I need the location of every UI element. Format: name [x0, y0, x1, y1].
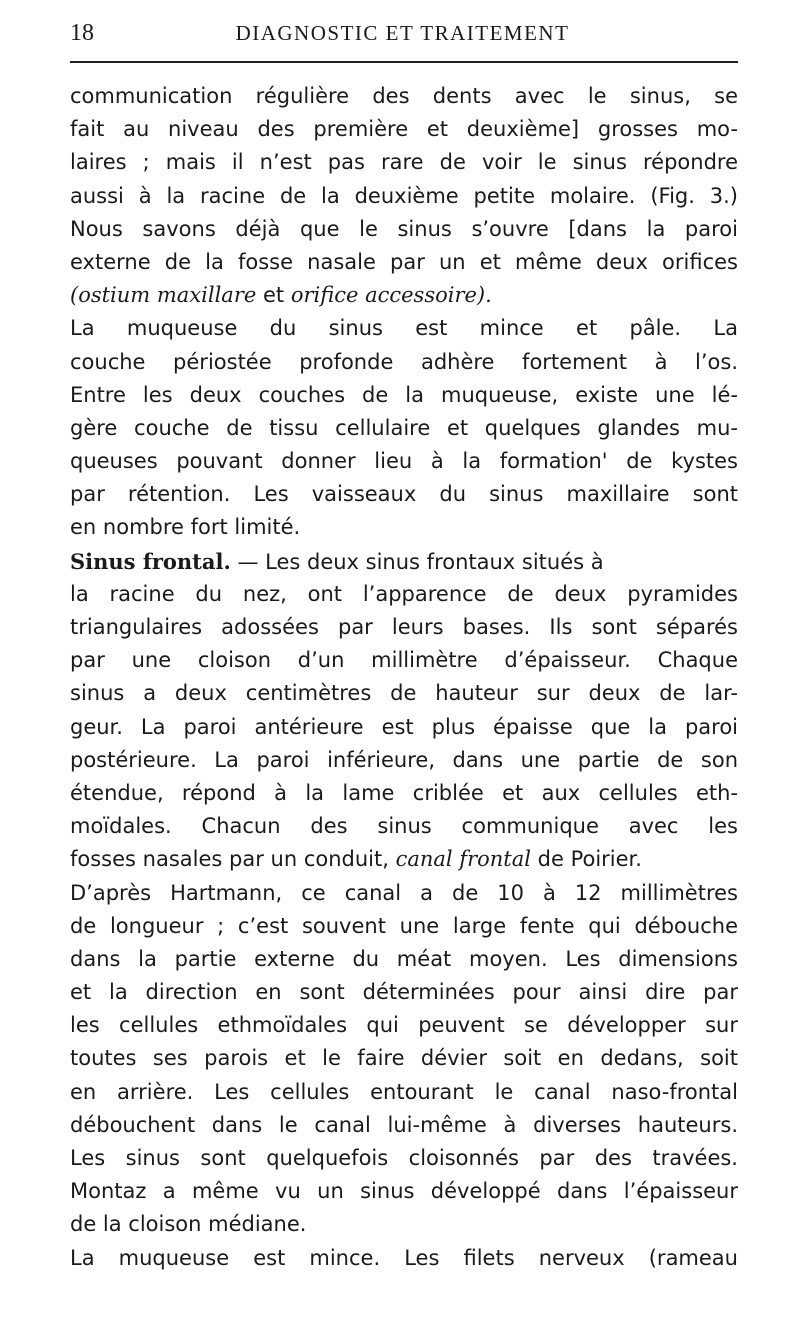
italic-term: canal frontal	[395, 847, 531, 872]
text-line: par une cloison d’un millimètre d’épaisseur. Chaque	[70, 648, 738, 673]
text-line: dans la partie externe du méat moyen. Les dimensions	[70, 946, 738, 971]
text-fragment: — Les deux sinus frontaux situés à	[230, 549, 604, 574]
text-line: débouchent dans le canal lui-même à diverses hauteurs.	[70, 1112, 738, 1137]
text-line: en arrière. Les cellules entourant le canal naso-frontal	[70, 1079, 738, 1104]
text-line: La muqueuse du sinus est mince et pâle. La	[70, 316, 738, 341]
text-fragment: fosses nasales par un conduit,	[70, 847, 396, 872]
text-line: postérieure. La paroi inférieure, dans une partie de son	[70, 747, 738, 772]
text-line: gère couche de tissu cellulaire et quelques glandes mu-	[70, 415, 738, 440]
text-line: et la direction en sont déterminées pour ainsi dire par	[70, 980, 738, 1005]
text-line: de longueur ; c’est souvent une large fente qui débouche	[70, 913, 738, 938]
text-line: toutes ses parois et le faire dévier soit en dedans, soit	[70, 1046, 738, 1071]
italic-term: (ostium maxillare	[70, 283, 257, 308]
text-line: en nombre fort limité.	[70, 515, 301, 540]
text-line: queuses pouvant donner lieu à la formation' de kystes	[70, 449, 738, 474]
text-line: Nous savons déjà que le sinus s’ouvre [dans la paroi	[70, 216, 738, 241]
text-line: D’après Hartmann, ce canal a de 10 à 12 millimètres	[70, 880, 738, 905]
text-line: externe de la fosse nasale par un et même deux orifices	[70, 249, 738, 274]
text-line: de la cloison médiane.	[70, 1212, 307, 1237]
body-text	[70, 80, 738, 1275]
text-line: La muqueuse est mince. Les filets nerveux (rameau	[70, 1245, 738, 1270]
running-head	[70, 18, 735, 52]
text-line	[70, 279, 738, 312]
italic-term: orifice accessoire).	[290, 283, 492, 308]
text-line: geur. La paroi antérieure est plus épaisse que la paroi	[70, 714, 738, 739]
text-line: laires ; mais il n’est pas rare de voir le sinus répondre	[70, 150, 738, 175]
text-line: Montaz a même vu un sinus développé dans l’épaisseur	[70, 1179, 738, 1204]
text-line: fait au niveau des première et deuxième] grosses mo-	[70, 117, 738, 142]
page-number: 18	[70, 20, 94, 46]
text-line	[70, 843, 738, 876]
section-heading: Sinus frontal.	[70, 548, 231, 574]
text-line: par rétention. Les vaisseaux du sinus maxillaire sont	[70, 482, 738, 507]
text-line: aussi à la racine de la deuxième petite molaire. (Fig. 3.)	[70, 183, 738, 208]
text-fragment: et	[256, 283, 291, 308]
text-fragment: de Poirier.	[530, 847, 642, 872]
text-line: triangulaires adossées par leurs bases. Ils sont séparés	[70, 615, 738, 639]
text-line: la racine du nez, ont l’apparence de deux pyramides	[70, 581, 738, 606]
text-line: Les sinus sont quelquefois cloisonnés par des travées.	[70, 1146, 738, 1170]
text-line	[70, 545, 738, 578]
running-title: DIAGNOSTIC ET TRAITEMENT	[235, 21, 570, 45]
text-line: étendue, répond à la lame criblée et aux cellules eth-	[70, 780, 738, 805]
header-rule	[70, 61, 738, 63]
text-line: Entre les deux couches de la muqueuse, existe une lé-	[70, 382, 738, 407]
text-line: moïdales. Chacun des sinus communique avec les	[70, 814, 738, 839]
text-line: communication régulière des dents avec le sinus, se	[70, 84, 738, 108]
text-line: les cellules ethmoïdales qui peuvent se développer sur	[70, 1013, 738, 1038]
text-line: sinus a deux centimètres de hauteur sur deux de lar-	[70, 681, 738, 706]
text-line: couche périostée profonde adhère fortement à l’os.	[70, 349, 738, 374]
